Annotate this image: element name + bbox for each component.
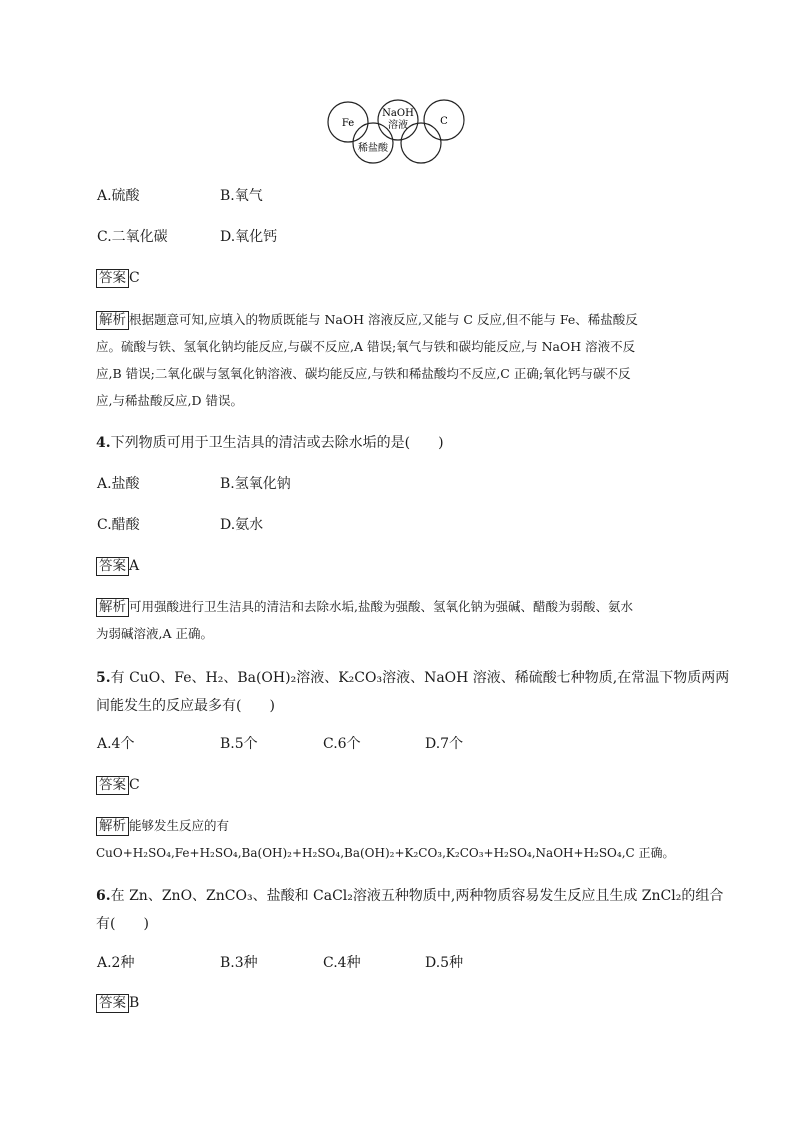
- q3-analysis-line-2: 应。硫酸与铁、氢氧化钠均能反应,与碳不反应,A 错误;氧气与铁和碳均能反应,与 NaOH 溶液不反: [96, 339, 636, 354]
- reaction-circles-diagram: [320, 95, 470, 167]
- q5-answer-value: C: [129, 777, 140, 793]
- label-fe: Fe: [341, 118, 355, 129]
- q5-analysis-line-2: CuO+H₂SO₄,Fe+H₂SO₄,Ba(OH)₂+H₂SO₄,Ba(OH)₂+K₂CO₃,K₂CO₃+H₂SO₄,NaOH+H₂SO₄,C 正确。: [96, 846, 675, 860]
- q3-option-a: A.硫酸: [97, 188, 140, 204]
- analysis-tag: 解析: [96, 311, 129, 330]
- q5-stem-line-2: 间能发生的反应最多有( ): [96, 698, 275, 714]
- q4-analysis: [96, 596, 706, 645]
- q4-option-a: A.盐酸: [97, 476, 140, 492]
- q3-answer-row: [96, 268, 140, 288]
- q6-stem-line-1: 在 Zn、ZnO、ZnCO₃、盐酸和 CaCl₂溶液五种物质中,两种物质容易发生反应且生成 ZnCl₂的组合: [110, 888, 724, 904]
- q6-answer-value: B: [129, 995, 140, 1011]
- label-naoh-2: 溶液: [388, 120, 408, 131]
- q3-option-c: C.二氧化碳: [97, 229, 168, 245]
- q6-option-a: A.2种: [97, 955, 135, 971]
- q3-option-d: D.氧化钙: [220, 229, 278, 245]
- q3-option-b: B.氧气: [220, 188, 263, 204]
- analysis-tag: 解析: [96, 817, 129, 836]
- q5-answer-row: [96, 775, 140, 795]
- q6-number: 6.: [96, 888, 111, 904]
- q4-stem: [96, 433, 444, 453]
- label-naoh-1: NaOH: [382, 108, 414, 119]
- q4-option-c: C.醋酸: [97, 517, 140, 533]
- q4-stem-text: 下列物质可用于卫生洁具的清洁或去除水垢的是( ): [110, 435, 444, 451]
- answer-tag: 答案: [96, 557, 129, 576]
- q4-analysis-line-2: 为弱碱溶液,A 正确。: [96, 626, 213, 641]
- answer-tag: 答案: [96, 994, 129, 1013]
- q5-analysis: [96, 815, 706, 864]
- q4-analysis-line-1: 可用强酸进行卫生洁具的清洁和去除水垢,盐酸为强酸、氢氧化钠为强碱、醋酸为弱酸、氨水: [129, 599, 633, 614]
- q3-analysis-line-1: 根据题意可知,应填入的物质既能与 NaOH 溶液反应,又能与 C 反应,但不能与 Fe、稀盐酸反: [129, 312, 638, 327]
- analysis-tag: 解析: [96, 598, 129, 617]
- answer-tag: 答案: [96, 776, 129, 795]
- q4-number: 4.: [96, 435, 111, 451]
- q5-stem: [96, 664, 729, 720]
- q5-number: 5.: [96, 670, 111, 686]
- q6-option-d: D.5种: [425, 955, 464, 971]
- q6-option-c: C.4种: [323, 955, 361, 971]
- q5-stem-line-1: 有 CuO、Fe、H₂、Ba(OH)₂溶液、K₂CO₃溶液、NaOH 溶液、稀硫酸七种物质,在常温下物质两两: [110, 670, 730, 686]
- q3-analysis-line-3: 应,B 错误;二氧化碳与氢氧化钠溶液、碳均能反应,与铁和稀盐酸均不反应,C 正确;氧化钙与碳不反: [96, 366, 631, 381]
- q3-analysis-line-4: 应,与稀盐酸反应,D 错误。: [96, 393, 243, 408]
- q6-stem: [96, 882, 723, 938]
- answer-tag: 答案: [96, 269, 129, 288]
- q6-option-b: B.3种: [220, 955, 258, 971]
- q5-option-b: B.5个: [220, 736, 258, 752]
- label-hcl: 稀盐酸: [358, 143, 388, 154]
- q5-analysis-line-1: 能够发生反应的有: [129, 818, 230, 833]
- q3-answer-value: C: [129, 270, 140, 286]
- q4-answer-value: A: [129, 558, 140, 574]
- q3-analysis: [96, 309, 706, 412]
- q6-stem-line-2: 有( ): [96, 916, 149, 932]
- q5-option-d: D.7个: [425, 736, 464, 752]
- q4-option-b: B.氢氧化钠: [220, 476, 291, 492]
- q5-option-a: A.4个: [97, 736, 135, 752]
- q5-option-c: C.6个: [323, 736, 361, 752]
- q4-answer-row: [96, 556, 139, 576]
- q4-option-d: D.氨水: [220, 517, 264, 533]
- label-c: C: [440, 116, 448, 127]
- q6-answer-row: [96, 993, 139, 1013]
